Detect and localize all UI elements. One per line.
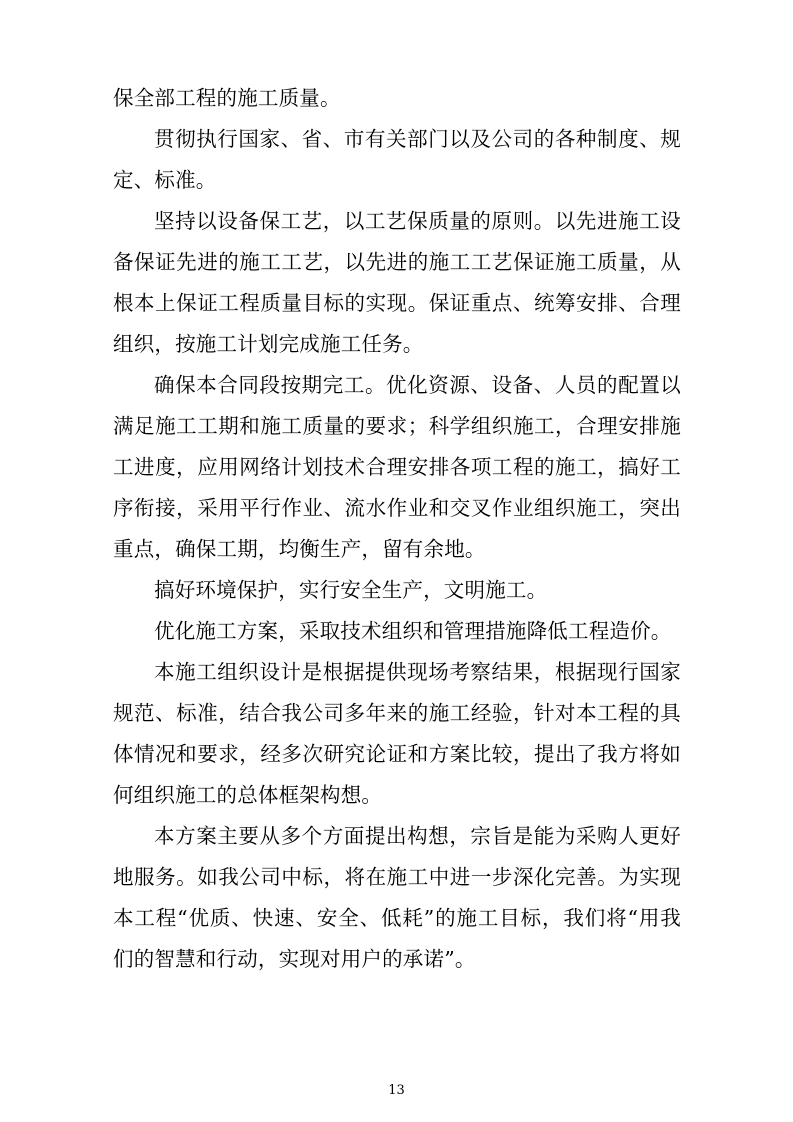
paragraph: 坚持以设备保工艺，以工艺保质量的原则。以先进施工设备保证先进的施工工艺，以先进的施工工艺保证施工质量，从根本上保证工程质量目标的实现。保证重点、统筹安排、合理组织，按施工计划完成施工任务。 [113, 209, 681, 356]
paragraph: 优化施工方案，采取技术组织和管理措施降低工程造价。 [154, 619, 672, 643]
paragraph: 确保本合同段按期完工。优化资源、设备、人员的配置以满足施工工期和施工质量的要求；科学组织施工，合理安排施工进度，应用网络计划技术合理安排各项工程的施工，搞好工序衔接，采用平行作业、流水作业和交叉作业组织施工，突出重点，确保工期，均衡生产，留有余地。 [113, 373, 681, 561]
paragraph: 搞好环境保护，实行安全生产，文明施工。 [154, 578, 548, 602]
paragraph: 本施工组织设计是根据提供现场考察结果，根据现行国家规范、标准，结合我公司多年来的施工经验，针对本工程的具体情况和要求，经多次研究论证和方案比较，提出了我方将如何组织施工的总体框架构想。 [113, 660, 681, 807]
paragraph: 保全部工程的施工质量。 [113, 86, 341, 110]
page-number: 13 [388, 1083, 405, 1098]
document-body [113, 78, 681, 980]
paragraph: 本方案主要从多个方面提出构想，宗旨是能为采购人更好地服务。如我公司中标，将在施工中进一步深化完善。为实现本工程“优质、快速、安全、低耗”的施工目标，我们将“用我们的智慧和行动，实现对用户的承诺”。 [113, 824, 681, 971]
paragraph: 贯彻执行国家、省、市有关部门以及公司的各种制度、规定、标准。 [113, 127, 681, 192]
